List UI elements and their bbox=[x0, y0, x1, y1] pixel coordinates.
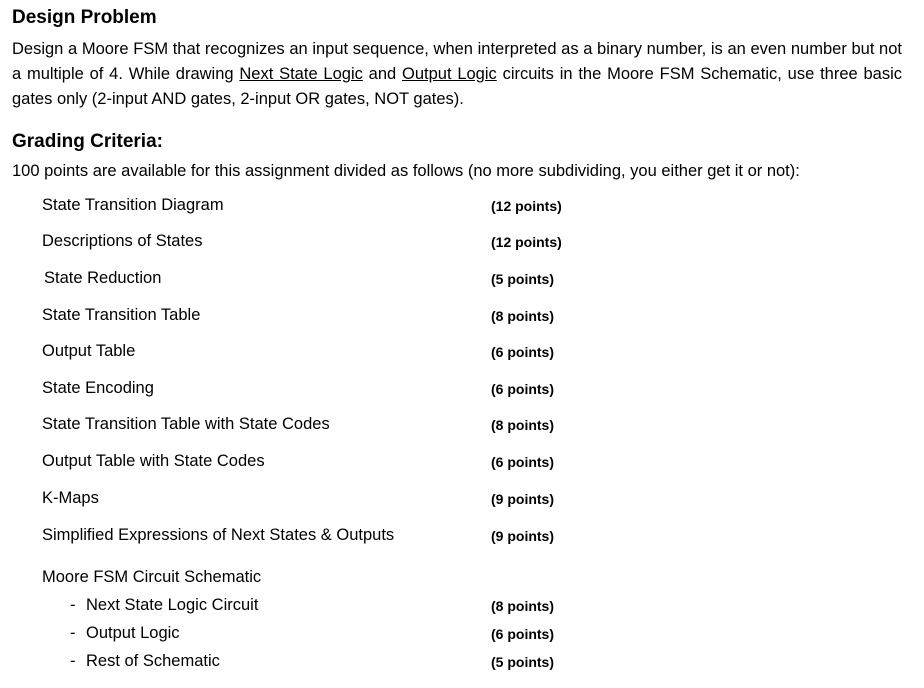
schematic-label: Moore FSM Circuit Schematic bbox=[42, 568, 262, 586]
next-state-logic-underlined: Next State Logic bbox=[239, 65, 363, 83]
subitem-points: (6 points) bbox=[491, 626, 554, 642]
criterion-points: (12 points) bbox=[491, 198, 562, 214]
subitem-points: (8 points) bbox=[491, 598, 554, 614]
criterion-points: (6 points) bbox=[491, 381, 554, 397]
criterion-label: State Encoding bbox=[42, 379, 154, 397]
criterion-points: (8 points) bbox=[491, 417, 554, 433]
criterion-points: (6 points) bbox=[491, 344, 554, 360]
schematic-subitem bbox=[70, 650, 220, 672]
schematic-subitem bbox=[70, 594, 258, 616]
design-problem-heading: Design Problem bbox=[12, 7, 157, 28]
criterion-label: Output Table with State Codes bbox=[42, 452, 265, 470]
problem-text-part-1: Design a Moore FSM that recognizes an input sequence, when interpreted as a binary number, is an even number but not a multiple of 4. While drawing bbox=[12, 40, 902, 83]
criterion-points: (9 points) bbox=[491, 528, 554, 544]
grading-criteria-heading: Grading Criteria: bbox=[12, 131, 163, 152]
criterion-label: State Transition Table with State Codes bbox=[42, 415, 330, 433]
criterion-label: State Transition Diagram bbox=[42, 196, 224, 214]
criterion-label: State Reduction bbox=[44, 269, 162, 287]
criterion-label: Output Table bbox=[42, 342, 136, 360]
bullet-dash: - bbox=[70, 652, 76, 670]
subitem-points: (5 points) bbox=[491, 654, 554, 670]
output-logic-underlined: Output Logic bbox=[402, 65, 497, 83]
subitem-label: Output Logic bbox=[86, 624, 180, 642]
criterion-label: Descriptions of States bbox=[42, 232, 203, 250]
bullet-dash: - bbox=[70, 596, 76, 614]
criterion-points: (8 points) bbox=[491, 308, 554, 324]
bullet-dash: - bbox=[70, 624, 76, 642]
criterion-label: K-Maps bbox=[42, 489, 99, 507]
problem-text-part-2: and bbox=[362, 65, 402, 83]
criterion-points: (5 points) bbox=[491, 271, 554, 287]
criterion-label: State Transition Table bbox=[42, 306, 201, 324]
subitem-label: Rest of Schematic bbox=[86, 652, 220, 670]
criterion-points: (9 points) bbox=[491, 491, 554, 507]
grading-intro: 100 points are available for this assignment divided as follows (no more subdividing, you either get it or not): bbox=[12, 162, 800, 180]
criterion-points: (12 points) bbox=[491, 234, 562, 250]
problem-text-part-3: circuits in the Moore FSM Schematic, use three basic gates only (2-input AND gates, 2-input OR gates, NOT gates). bbox=[12, 65, 902, 108]
subitem-label: Next State Logic Circuit bbox=[86, 596, 259, 614]
criterion-points: (6 points) bbox=[491, 454, 554, 470]
criterion-label: Simplified Expressions of Next States & Outputs bbox=[42, 526, 395, 544]
design-problem-paragraph bbox=[12, 37, 902, 112]
schematic-subitem bbox=[70, 622, 180, 644]
